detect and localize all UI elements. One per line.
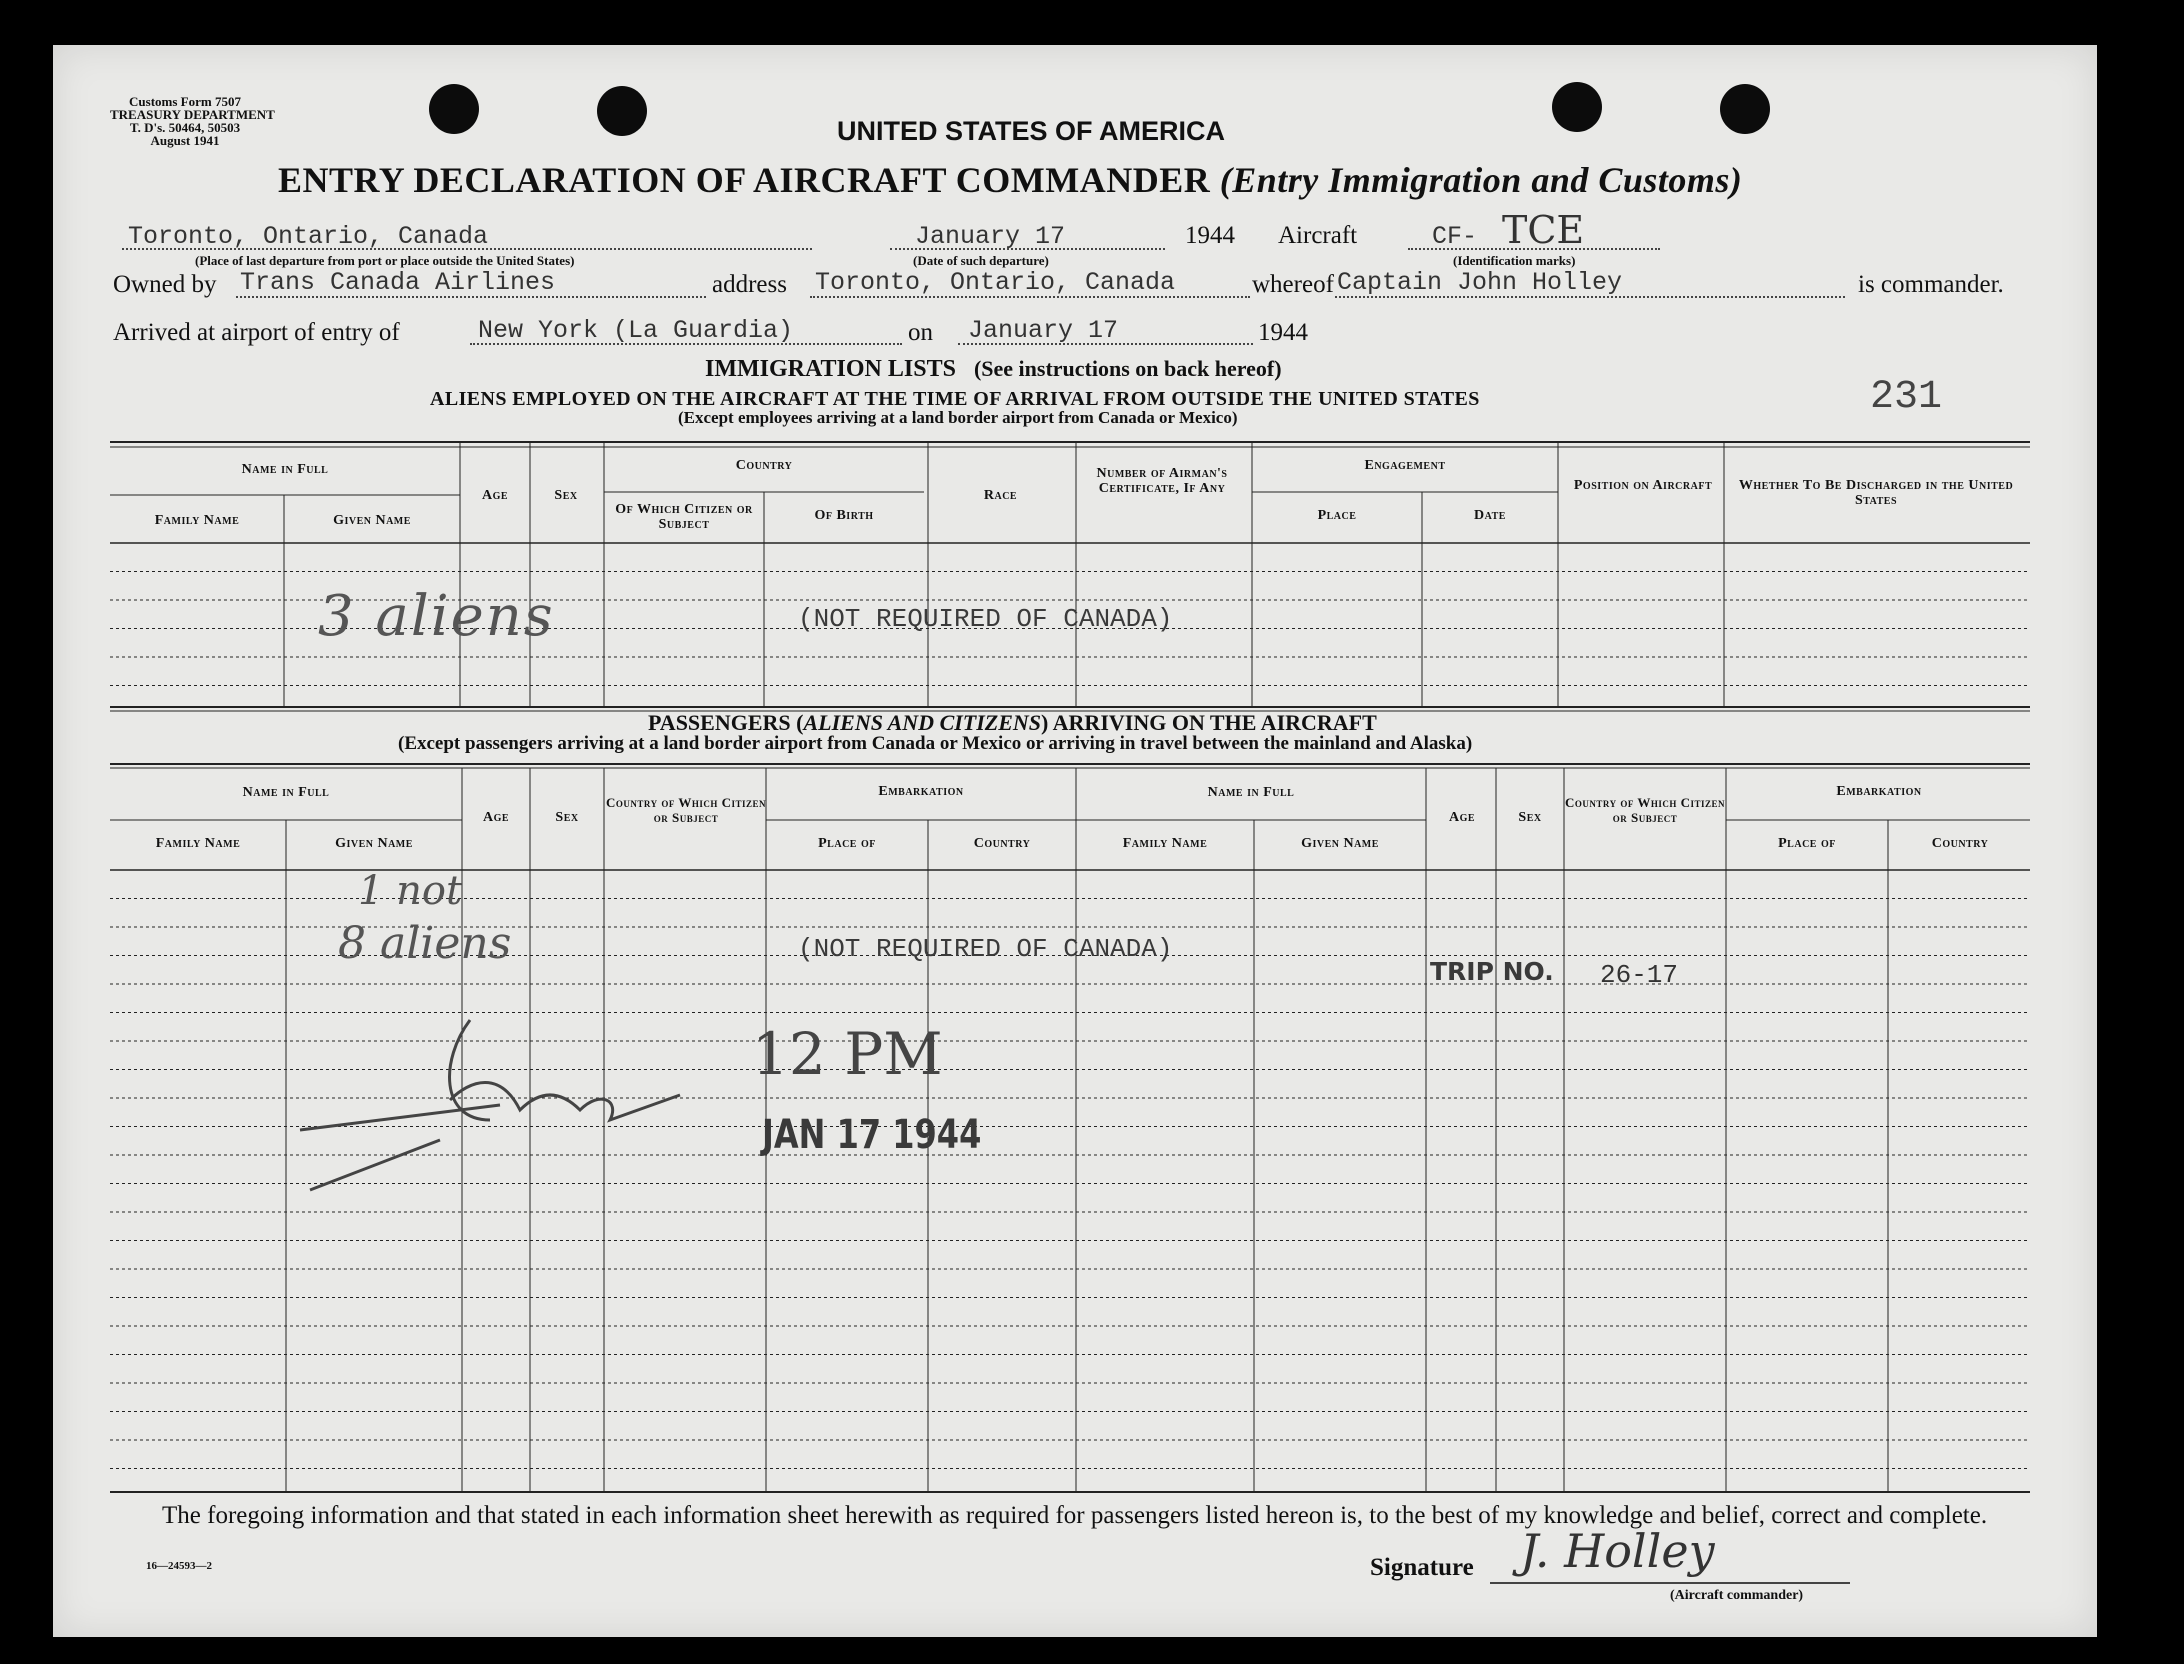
whereof-label: whereof [1252, 271, 1334, 298]
aircraft-label: Aircraft [1278, 222, 1358, 249]
pass-header-given-2: Given Name [1301, 836, 1379, 851]
pass-header-family: Family Name [155, 836, 241, 851]
pass-header-place: Place of [818, 836, 876, 851]
aircraft-prefix: CF- [1432, 222, 1478, 251]
trip-label: TRIP NO. [1430, 957, 1554, 986]
imm-header-airman: Number of Airman's Certificate, If Any [1096, 466, 1228, 496]
pass-header-embarkation-2: Embarkation [1836, 784, 1922, 799]
immigration-subnote: (Except employees arriving at a land border airport from Canada or Mexico) [678, 408, 1238, 427]
pass-header-sex-2: Sex [1518, 810, 1542, 825]
imm-header-birth: Of Birth [814, 508, 874, 523]
aircraft-caption: (Identification marks) [1453, 253, 1576, 268]
owner-address: Toronto, Ontario, Canada [815, 268, 1176, 297]
pass-header-citizen-2: Country of Which Citizen or Subject [1565, 795, 1725, 825]
stamp-date: JAN 17 1944 [762, 1112, 982, 1158]
arrival-date: January 17 [968, 316, 1119, 345]
passengers-title: PASSENGERS (ALIENS AND CITIZENS) ARRIVING ON THE AIRCRAFT [648, 710, 1377, 735]
passengers-subnote: (Except passengers arriving at a land border airport from Canada or Mexico or arriving in travel between the mainland and Alaska) [398, 733, 1473, 754]
signature-label: Signature [1370, 1554, 1474, 1581]
imm-header-race: Race [983, 488, 1018, 503]
address-label: address [712, 271, 787, 298]
commander-suffix: is commander. [1858, 271, 2004, 298]
pass-header-name-in-full: Name in Full [242, 785, 330, 800]
pass-header-given: Given Name [335, 836, 413, 851]
pass-header-country: Country [973, 836, 1031, 851]
form-title: ENTRY DECLARATION OF AIRCRAFT COMMANDER (Entry Immigration and Customs) [278, 160, 1743, 200]
print-code: 16—24593—2 [146, 1560, 212, 1572]
imm-header-age: Age [481, 488, 509, 503]
imm-header-sex: Sex [554, 488, 578, 503]
departure-date-caption: (Date of such departure) [913, 253, 1049, 268]
pass-handwritten-1: 1 not [358, 868, 463, 914]
pass-header-name-in-full-2: Name in Full [1207, 785, 1295, 800]
pass-header-age: Age [482, 810, 510, 825]
form-number: Customs Form 7507 TREASURY DEPARTMENT T. D's. 50464, 50503 August 1941 [110, 94, 275, 148]
pass-handwritten-2: 8 aliens [338, 918, 512, 969]
departure-year: 1944 [1185, 222, 1235, 249]
pass-header-embarkation: Embarkation [878, 784, 964, 799]
departure-date: January 17 [915, 222, 1066, 251]
aircraft-id: TCE [1502, 208, 1585, 252]
imm-header-discharged: Whether To Be Discharged in the United States [1738, 478, 2014, 508]
owner-name: Trans Canada Airlines [240, 268, 556, 297]
commander-name: Captain John Holley [1337, 268, 1623, 297]
departure-place-caption: (Place of last departure from port or place outside the United States) [195, 253, 575, 268]
declaration-text: The foregoing information and that stated in each information sheet herewith as required for passengers listed hereon is, to the best of my knowledge and belief, correct and complete. [162, 1502, 1988, 1529]
imm-header-place: Place [1317, 508, 1357, 523]
imm-not-required-stamp: (NOT REQUIRED OF CANADA) [798, 604, 1173, 634]
signature-line [1490, 1582, 1850, 1584]
page-number: 231 [1870, 375, 1943, 420]
imm-header-position: Position on Aircraft [1573, 478, 1713, 493]
departure-place: Toronto, Ontario, Canada [128, 222, 489, 251]
pass-header-country-2: Country [1931, 836, 1989, 851]
signature-caption: (Aircraft commander) [1670, 1588, 1804, 1603]
imm-header-citizen: Of Which Citizen or Subject [615, 502, 753, 532]
owner-label: Owned by [113, 271, 217, 298]
trip-number: 26-17 [1600, 960, 1679, 990]
immigration-title: IMMIGRATION LISTS (See instructions on back hereof) [705, 356, 1282, 382]
imm-header-name-in-full: Name in Full [241, 462, 329, 477]
pass-header-place-2: Place of [1778, 836, 1836, 851]
pass-header-family-2: Family Name [1122, 836, 1208, 851]
pass-header-citizen: Country of Which Citizen or Subject [606, 795, 766, 825]
pass-header-age-2: Age [1448, 810, 1476, 825]
imm-handwritten-aliens: 3 aliens [318, 584, 555, 649]
imm-header-given: Given Name [333, 513, 411, 528]
arrival-year: 1944 [1258, 319, 1308, 346]
arrival-airport: New York (La Guardia) [478, 316, 794, 345]
imm-header-date: Date [1474, 508, 1506, 523]
immigration-subtitle: ALIENS EMPLOYED ON THE AIRCRAFT AT THE TIME OF ARRIVAL FROM OUTSIDE THE UNITED STATES [430, 388, 1480, 410]
arrival-label: Arrived at airport of entry of [113, 319, 400, 346]
pass-not-required-stamp: (NOT REQUIRED OF CANADA) [798, 934, 1173, 964]
pass-header-sex: Sex [555, 810, 579, 825]
signature: J. Holley [1520, 1524, 1715, 1578]
stamp-time: 12 PM [752, 1020, 943, 1088]
imm-header-country: Country [735, 458, 793, 473]
arrival-on-label: on [908, 319, 933, 346]
imm-header-family: Family Name [154, 513, 240, 528]
country-heading: UNITED STATES OF AMERICA [837, 116, 1225, 146]
imm-header-engagement: Engagement [1364, 458, 1446, 473]
